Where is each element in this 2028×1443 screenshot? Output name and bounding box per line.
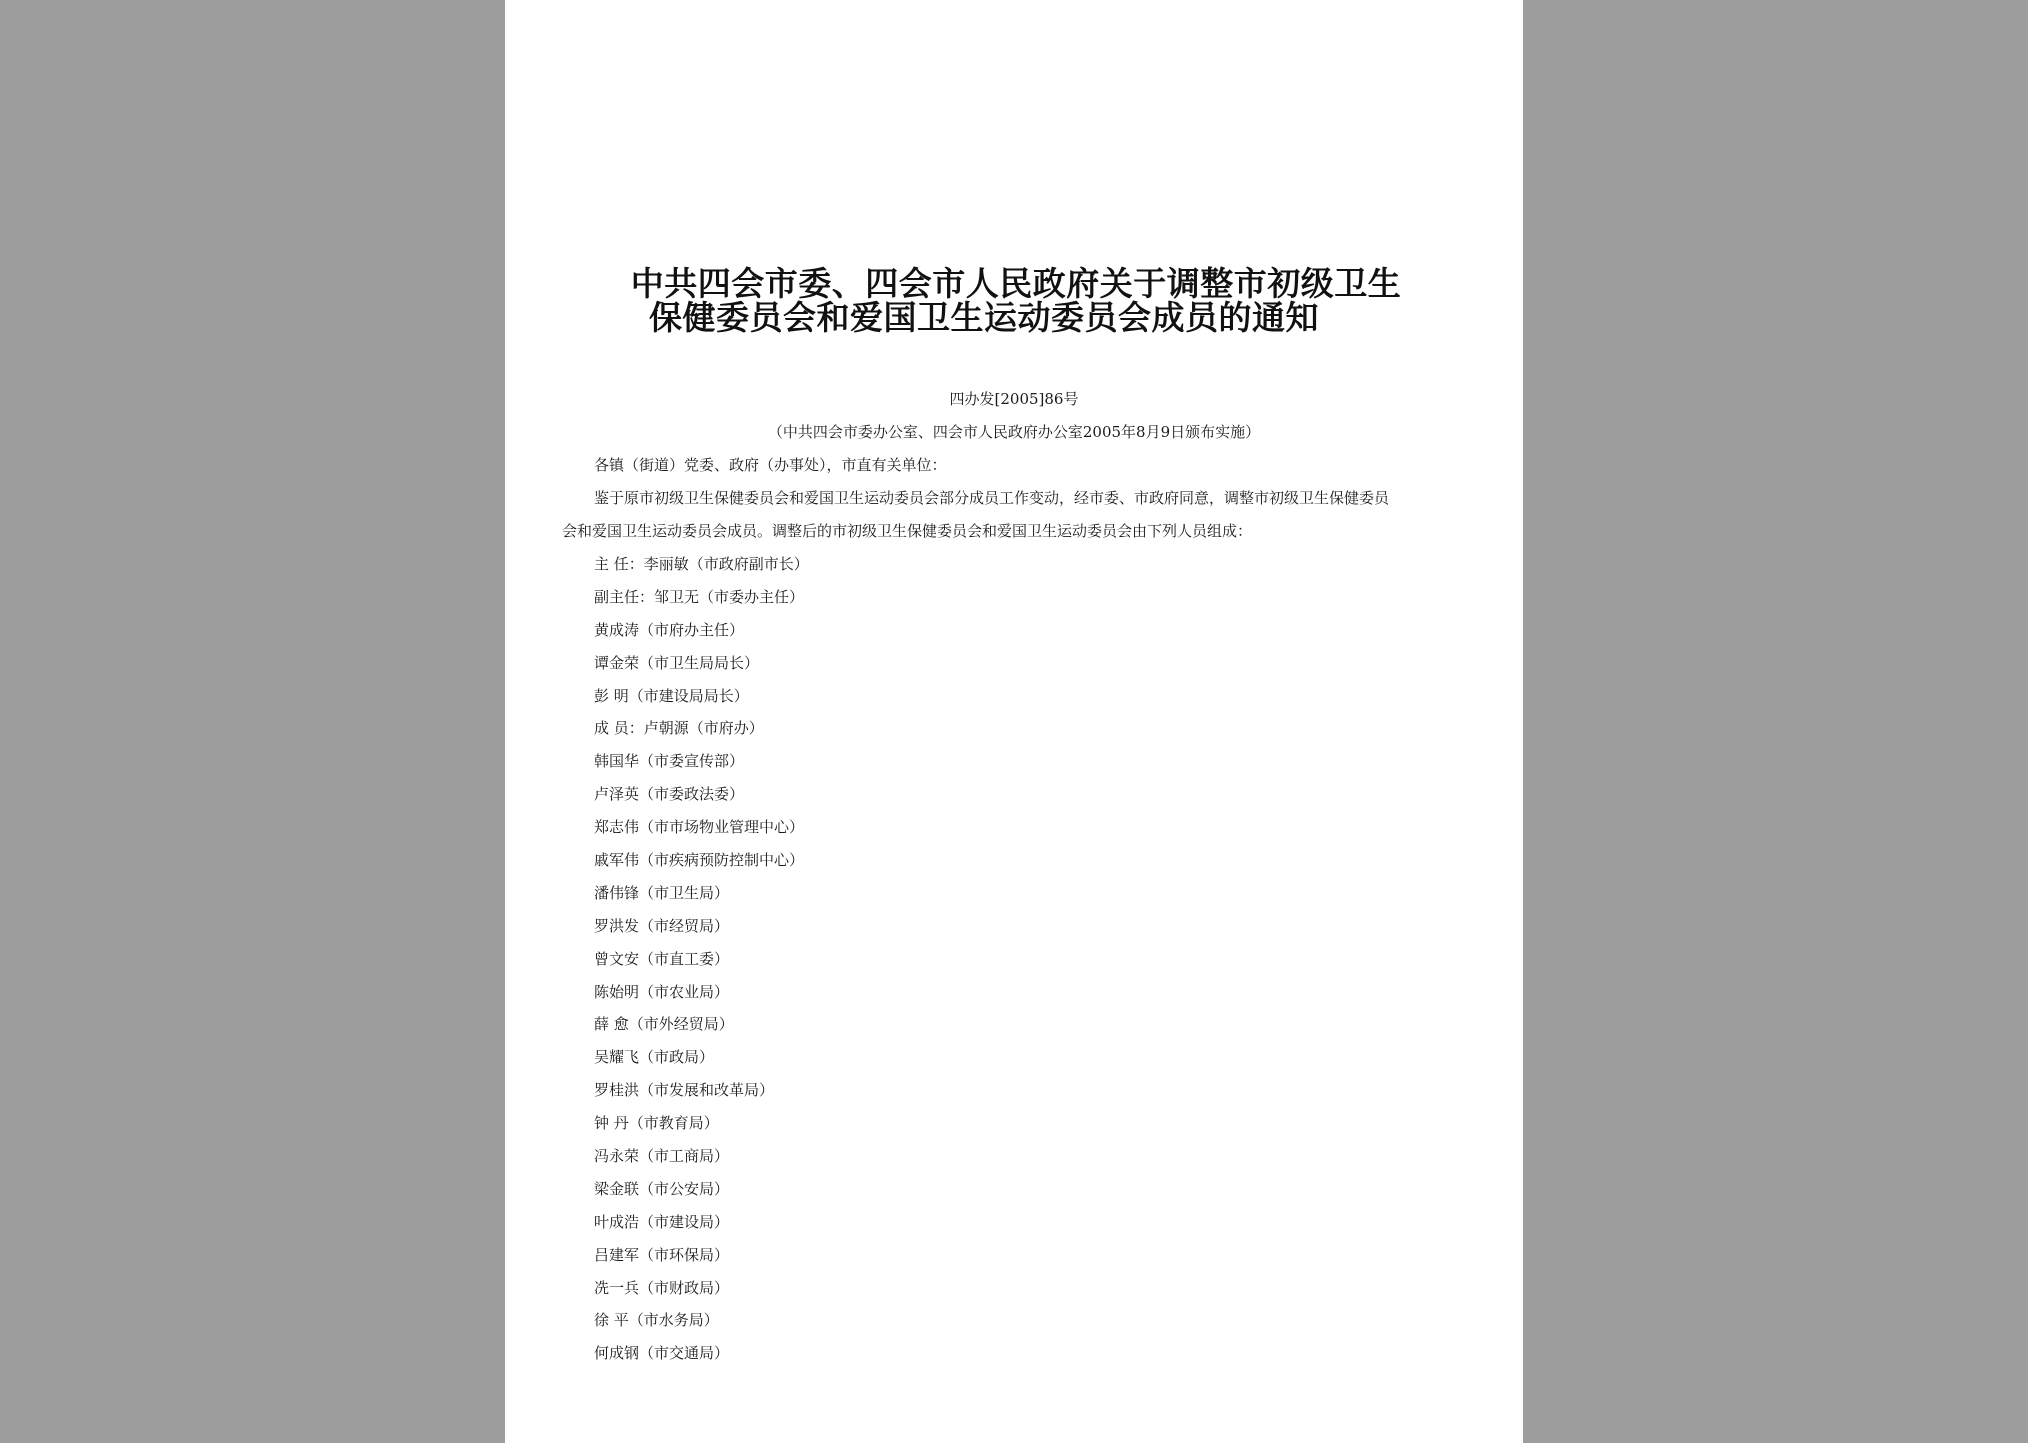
list-item: 梁金联（市公安局） bbox=[594, 1179, 730, 1198]
list-item: 韩国华（市委宣传部） bbox=[594, 752, 745, 771]
issuer-note: （中共四会市委办公室、四会市人民政府办公室2005年8月9日颁布实施） bbox=[767, 423, 1261, 441]
document-number: 四办发[2005]86号 bbox=[949, 390, 1079, 408]
list-item: 潘伟锋（市卫生局） bbox=[594, 883, 730, 902]
list-item: 钟 丹（市教育局） bbox=[594, 1114, 719, 1133]
document-page bbox=[505, 0, 1523, 1443]
list-item: 谭金荣（市卫生局局长） bbox=[594, 653, 760, 672]
body-paragraph-line1: 鉴于原市初级卫生保健委员会和爱国卫生运动委员会部分成员工作变动，经市委、市政府同意，调整市初级卫生保健委员 bbox=[594, 489, 1390, 507]
list-item: 薛 愈（市外经贸局） bbox=[594, 1015, 734, 1034]
list-item: 罗桂洪（市发展和改革局） bbox=[594, 1081, 775, 1100]
salutation: 各镇（街道）党委、政府（办事处），市直有关单位： bbox=[594, 456, 947, 474]
list-item: 黄成涛（市府办主任） bbox=[594, 620, 745, 639]
list-item: 罗洪发（市经贸局） bbox=[594, 916, 730, 935]
list-item: 陈始明（市农业局） bbox=[594, 982, 730, 1001]
list-item: 徐 平（市水务局） bbox=[594, 1311, 719, 1330]
list-item: 彭 明（市建设局局长） bbox=[594, 686, 749, 705]
list-item: 吕建军（市环保局） bbox=[594, 1245, 730, 1264]
document-title-line1: 中共四会市委、四会市人民政府关于调整市初级卫生 bbox=[630, 264, 1402, 303]
body-paragraph-line2: 会和爱国卫生运动委员会成员。调整后的市初级卫生保健委员会和爱国卫生运动委员会由下列人员组成： bbox=[562, 522, 1253, 540]
list-item: 冼一兵（市财政局） bbox=[594, 1278, 730, 1297]
list-item: 郑志伟（市市场物业管理中心） bbox=[594, 818, 805, 837]
list-item: 何成钢（市交通局） bbox=[594, 1344, 730, 1363]
list-item: 副主任：邹卫无（市委办主任） bbox=[594, 587, 805, 606]
list-item: 冯永荣（市工商局） bbox=[594, 1147, 730, 1166]
list-item: 卢泽英（市委政法委） bbox=[594, 785, 745, 804]
member-list bbox=[594, 553, 809, 1375]
list-item: 曾文安（市直工委） bbox=[594, 949, 730, 968]
list-item: 戚军伟（市疾病预防控制中心） bbox=[594, 851, 805, 870]
list-item: 吴耀飞（市政局） bbox=[594, 1048, 715, 1067]
list-item: 叶成浩（市建设局） bbox=[594, 1212, 730, 1231]
list-item: 成 员：卢朝源（市府办） bbox=[594, 719, 764, 738]
list-item: 主 任：李丽敏（市政府副市长） bbox=[594, 555, 809, 573]
document-title-line2: 保健委员会和爱国卫生运动委员会成员的通知 bbox=[649, 298, 1319, 337]
